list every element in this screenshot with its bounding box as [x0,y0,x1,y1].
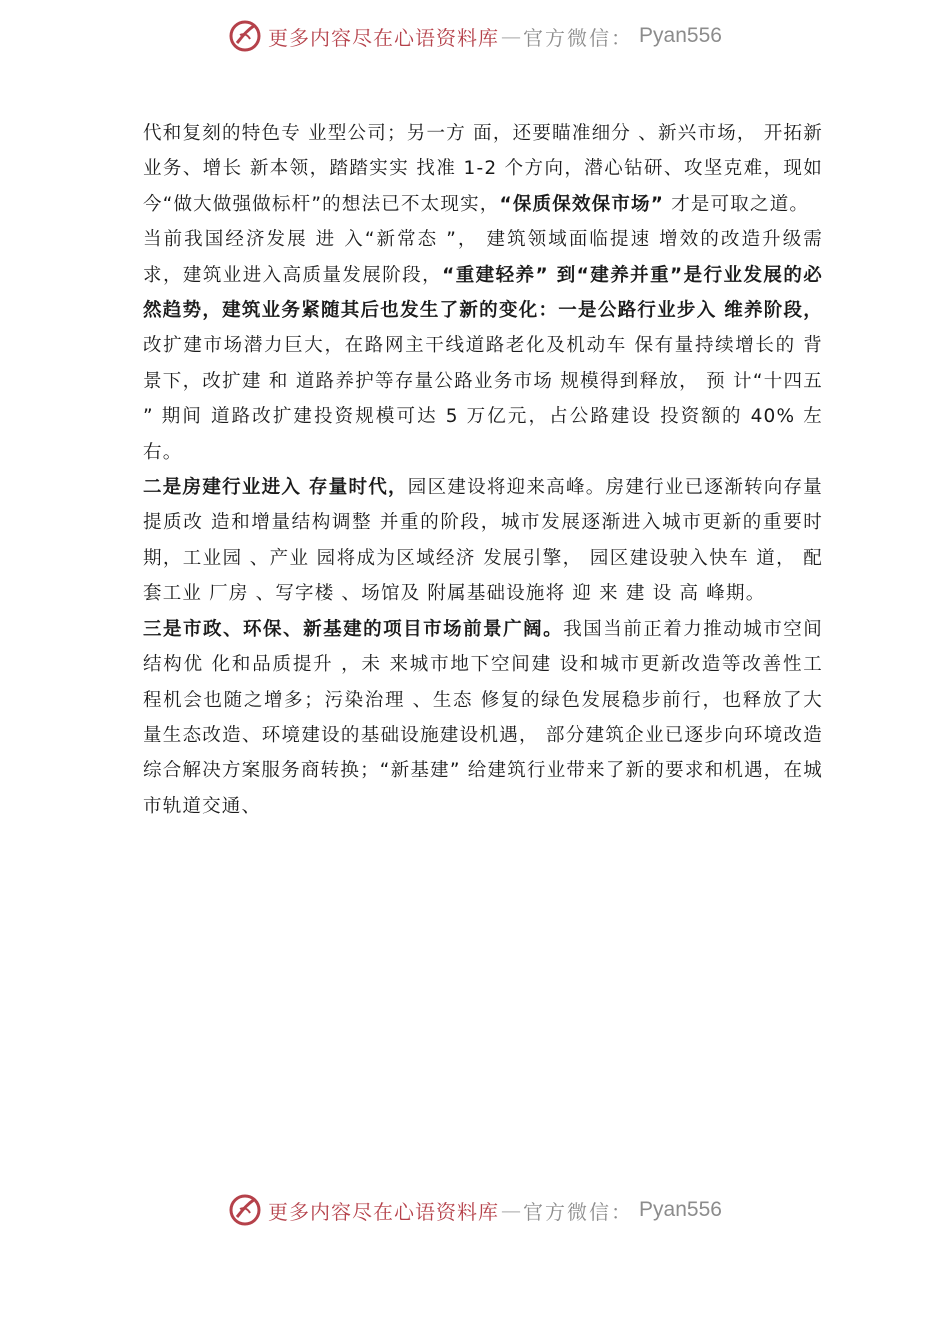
header-watermark [0,16,950,56]
watermark-brand-text: 更多内容尽在心语资料库 [268,25,500,50]
text-run: 改扩建市场潜力巨大，在路网主干线道路老化及机动车 保有量持续增长的 背景下，改扩建 和 道路养护等存量公路业务市场 规模得到释放， 预 计“十四五 ” 期间 道路改扩建投资规模可达 5 万亿元，占公路建设 投资额的 40% 左右。 [143,335,823,463]
watermark-wechat-id: Pyan556 [639,1198,722,1221]
paragraph-4 [143,612,823,824]
watermark-separator: — [501,1198,522,1222]
bold-text-run: “保质保效保市场” [499,193,665,215]
bold-text-run: 三是市政、环保、新基建的项目市场前景广阔。 [143,618,564,640]
bold-text-run: 二是房建行业进入 存量时代， [143,477,408,499]
brand-logo-icon [228,19,262,53]
watermark-brand-text: 更多内容尽在心语资料库 [268,1199,500,1224]
watermark-wechat-id: Pyan556 [639,24,722,47]
text-run: 园区建设将迎来高峰。房建行业已逐渐转向存量提质改 造和增量结构调整 并重的阶段，城市发展逐渐进入城市更新的重要时期，工业园 、产业 园将成为区域经济 发展引擎， 园区建设驶入快车 道， 配套工业 厂房 、写字楼 、场馆及 附属基础设施将 迎 来 建 设 高 峰期。 [143,477,823,605]
paragraph-3 [143,470,823,612]
watermark-label: 官方微信： [523,1199,634,1224]
watermark-separator: — [501,24,522,48]
bold-text-run: “重建轻养” 到“建养并重”是行业发展的必然趋势，建筑业务紧随其后也发生了新的变化：一是公路行业步入 维养阶段， [143,264,823,322]
watermark-label: 官方微信： [523,25,634,50]
document-body [143,116,823,824]
brand-logo-icon [228,1193,262,1227]
footer-watermark [0,1190,950,1230]
text-run: 我国当前正着力推动城市空间结构优 化和品质提升 ，未 来城市地下空间建 设和城市更新改造等改善性工 程机会也随之增多；污染治理 、生态 修复的绿色发展稳步前行，也释放了大量生态改造、环境建设的基础设施建设机遇， 部分建筑企业已逐步向环境改造综合解决方案服务商转换；“新基建” 给建筑行业带来了新的要求和机遇，在城市轨道交通、 [143,618,823,817]
paragraph-2 [143,222,823,470]
text-run: 当前我国经济发展 进 入“新常态 ”， 建筑领域面临提速 增效的改造升级需求，建筑业进入高质量发展阶段， [143,229,823,286]
paragraph-1 [143,116,823,222]
text-run: 才是可取之道。 [664,193,810,215]
text-run: 代和复刻的特色专 业型公司；另一方 面，还要瞄准细分 、新兴市场， 开拓新业务、增长 新本领，踏踏实实 找准 1-2 个方向，潜心钻研、攻坚克难，现如今“做大做强做标杆”的想法已不太现实， [143,123,823,215]
